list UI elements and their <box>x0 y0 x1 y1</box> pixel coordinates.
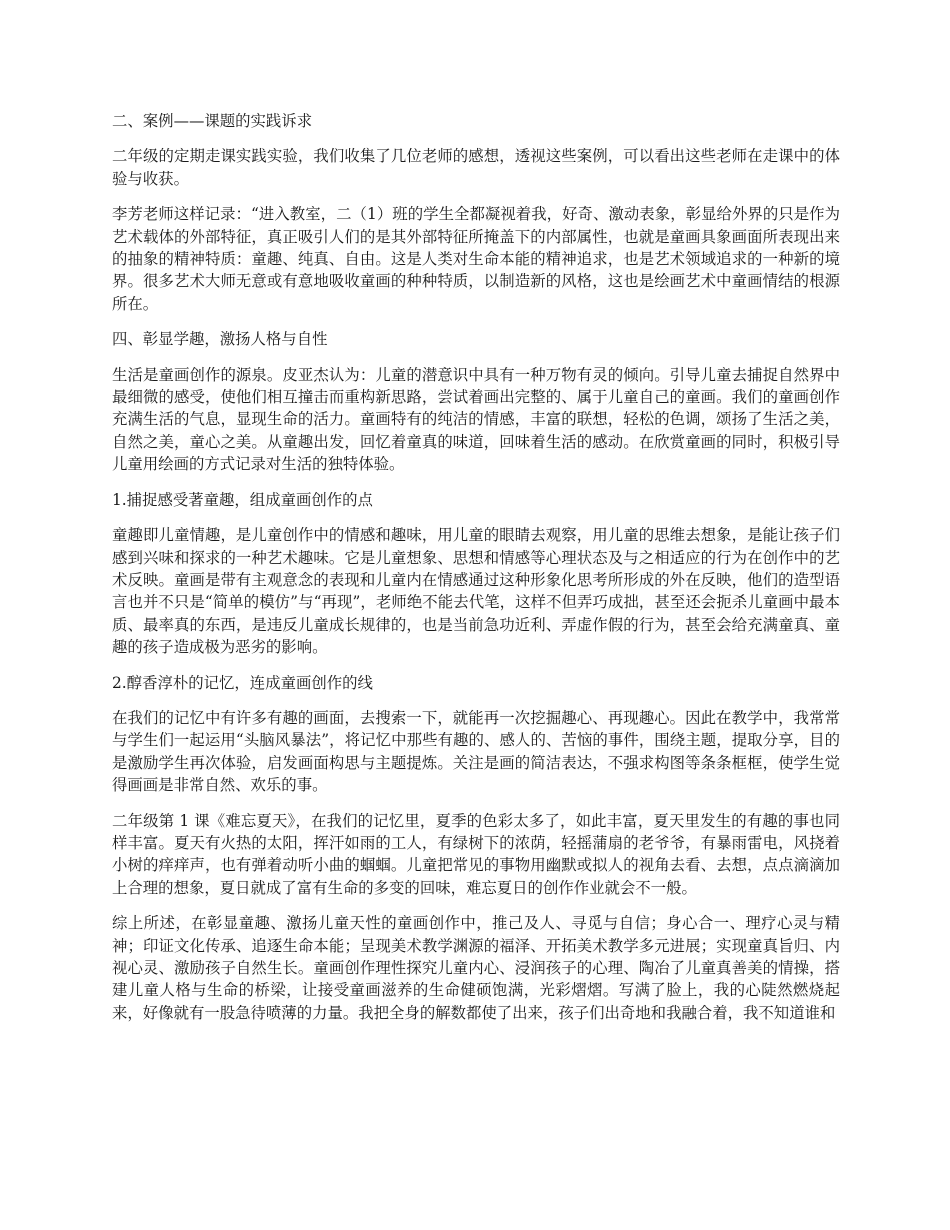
paragraph: 童趣即儿童情趣，是儿童创作中的情感和趣味，用儿童的眼睛去观察，用儿童的思维去想象，是能让孩子们感到兴味和探求的一种艺术趣味。它是儿童想象、思想和情感等心理状态及与之相适应的行为在创作中的艺术反映。童画是带有主观意念的表现和儿童内在情感通过这种形象化思考所形成的外在反映，他们的造型语言也并不只是“简单的模仿”与“再现”，老师绝不能去代笔，这样不但弄巧成拙，甚至还会扼杀儿童画中最本质、最率真的东西，是违反儿童成长规律的，也是当前急功近利、弄虚作假的行为，甚至会给充满童真、童趣的孩子造成极为恶劣的影响。 <box>112 526 840 657</box>
subsection-heading: 2.醇香淳朴的记忆，连成童画创作的线 <box>112 673 373 692</box>
section-heading: 四、彰显学趣，激扬人格与自性 <box>112 330 328 349</box>
paragraph: 二年级第 1 课《难忘夏天》，在我们的记忆里，夏季的色彩太多了，如此丰富，夏天里发生的有趣的事也同样丰富。夏天有火热的太阳，挥汗如雨的工人，有绿树下的浓荫，轻摇蒲扇的老爷爷，有暴雨雷电，风挠着小树的痒痒声，也有弹着动听小曲的蝈蝈。儿童把常见的事物用幽默或拟人的视角去看、去想，点点滴滴加上合理的想象，夏日就成了富有生命的多变的回味，难忘夏日的创作作业就会不一般。 <box>112 811 840 897</box>
section-heading: 二、案例——课题的实践诉求 <box>112 112 313 130</box>
paragraph: 生活是童画创作的源泉。皮亚杰认为：儿童的潜意识中具有一种万物有灵的倾向。引导儿童去捕捉自然界中最细微的感受，使他们相互撞击而重构新思路，尝试着画出完整的、属于儿童自己的童画。我们的童画创作充满生活的气息，显现生命的活力。童画特有的纯洁的情感，丰富的联想，轻松的色调，颂扬了生活之美，自然之美，童心之美。从童趣出发，回忆着童真的味道，回味着生活的感动。在欣赏童画的同时，积极引导儿童用绘画的方式记录对生活的独特体验。 <box>112 365 840 474</box>
paragraph: 在我们的记忆中有许多有趣的画面，去搜索一下，就能再一次挖掘趣心、再现趣心。因此在教学中，我常常与学生们一起运用“头脑风暴法”，将记忆中那些有趣的、感人的、苦恼的事件，围绕主题，提取分享，目的是激励学生再次体验，启发画面构思与主题提炼。关注是画的简洁表达，不强求构图等条条框框，使学生觉得画画是非常自然、欢乐的事。 <box>112 708 840 795</box>
document-body <box>112 110 840 1037</box>
subsection-heading: 1.捕捉感受著童趣，组成童画创作的点 <box>112 490 373 509</box>
paragraph: 二年级的定期走课实践实验，我们收集了几位老师的感想，透视这些案例，可以看出这些老师在走课中的体验与收获。 <box>112 147 840 188</box>
paragraph: 综上所述，在彰显童趣、激扬儿童天性的童画创作中，推己及人、寻觅与自信；身心合一、理疗心灵与精神；印证文化传承、追逐生命本能；呈现美术教学渊源的福泽、开拓美术教学多元进展；实现童真旨归、内视心灵、激励孩子自然生长。童画创作理性探究儿童内心、浸润孩子的心理、陶冶了儿童真善美的情操，搭建儿童人格与生命的桥梁，让接受童画滋养的生命健硕饱满，光彩熠熠。写满了脸上，我的心陡然燃烧起来，好像就有一股急待喷薄的力量。我把全身的解数都使了出来，孩子们出奇地和我融合着，我不知道谁和 <box>112 914 840 1022</box>
paragraph: 李芳老师这样记录：“进入教室，二（1）班的学生全都凝视着我，好奇、激动表象，彰显给外界的只是作为艺术载体的外部特征，真正吸引人们的是其外部特征所掩盖下的内部属性，也就是童画具象画面所表现出来的抽象的精神特质：童趣、纯真、自由。这是人类对生命本能的精神追求，也是艺术领域追求的一种新的境界。很多艺术大师无意或有意地吸收童画的种种特质，以制造新的风格，这也是绘画艺术中童画情结的根源所在。 <box>112 205 840 313</box>
